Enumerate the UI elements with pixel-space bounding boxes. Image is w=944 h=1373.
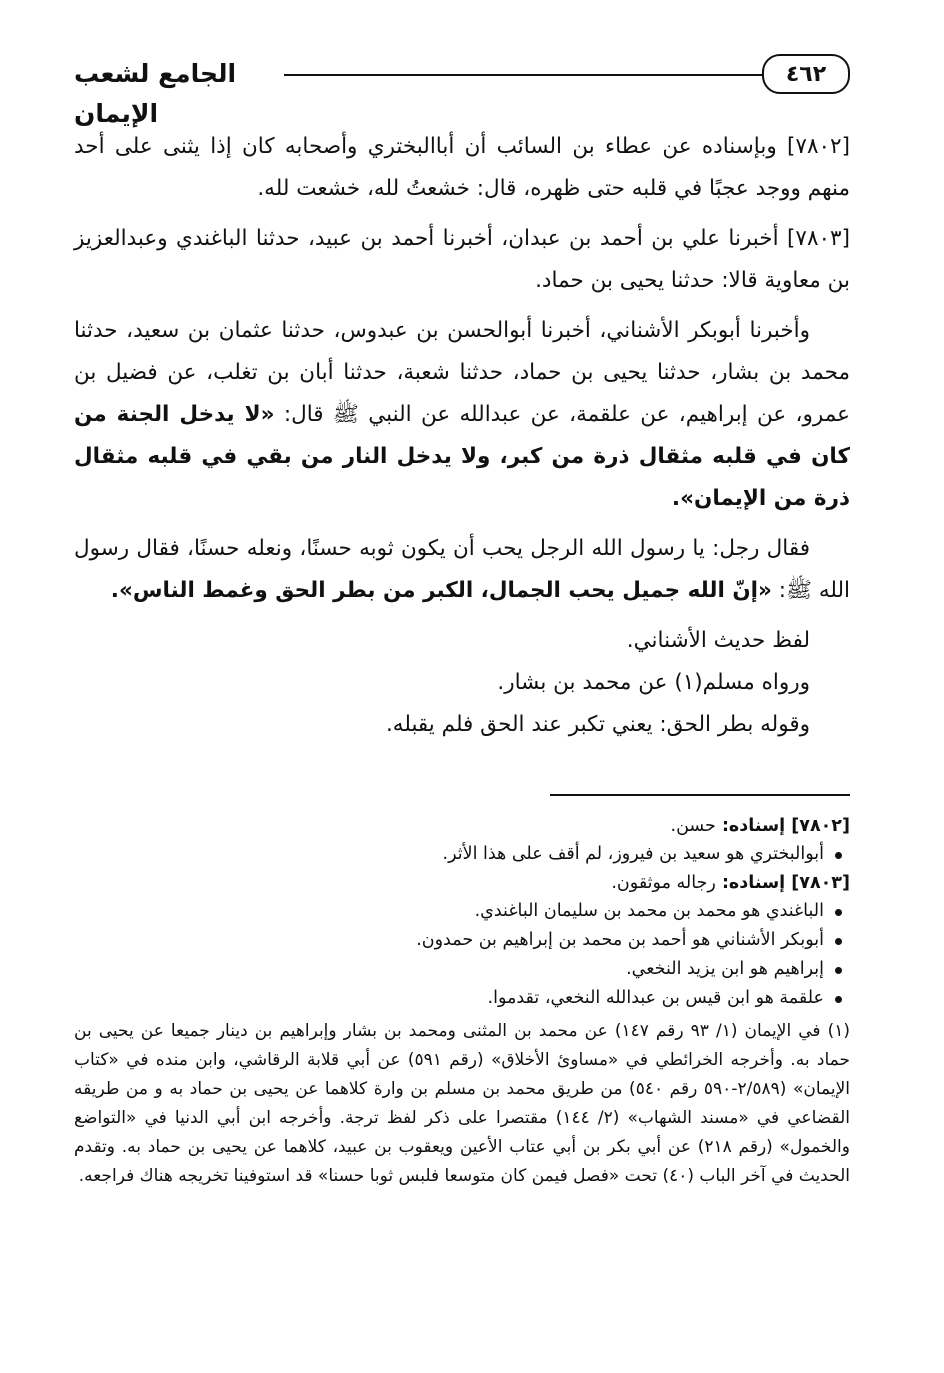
paragraph-chain — [74, 310, 850, 520]
paragraph-text: وأخبرنا أبوبكر الأشناني، أخبرنا أبوالحسن بن عبدوس، حدثنا عثمان بن سعيد، حدثنا محمد بن بشار، حدثنا يحيى بن حماد، حدثنا شعبة، حدثنا أبان بن تغلب، عن فضيل بن عمرو، عن إبراهيم، عن علقمة، عن عبدالله عن النبي ﷺ قال: — [74, 318, 850, 427]
paragraph-text: [٧٨٠٢] وبإسناده عن عطاء بن السائب أن أباالبختري وأصحابه كان إذا يثنى على أحد منهم ووجد عجبًا في قلبه حتى ظهره، قال: خشعتُ لله، خشعت لله. — [74, 134, 850, 201]
hadith-text: «لا يدخل الجنة من كان في قلبه مثقال ذرة من كبر، ولا يدخل النار من بقي في قلبه مثقال ذرة من الإيمان». — [74, 402, 850, 511]
list-item: إبراهيم هو ابن يزيد النخعي. — [74, 955, 824, 984]
note-7803-list — [74, 897, 850, 1013]
page-number: ٤٦٢ — [762, 54, 850, 94]
paragraph-text: لفظ حديث الأشناني. — [626, 628, 810, 653]
book-title: الجامع لشعب الإيمان — [74, 59, 237, 128]
note-7802-heading — [74, 812, 850, 840]
list-item: علقمة هو ابن قيس بن عبدالله النخعي، تقدموا. — [74, 984, 824, 1013]
paragraph-question — [74, 528, 850, 612]
paragraph-text: [٧٨٠٣] أخبرنا علي بن أحمد بن عبدان، أخبرنا أحمد بن عبيد، حدثنا الباغندي وعبدالعزيز بن معاوية قالا: حدثنا يحيى بن حماد. — [74, 226, 850, 293]
footnote-1: (١) في الإيمان (١/ ٩٣ رقم ١٤٧) عن محمد بن المثنى ومحمد بن بشار وإبراهيم بن دينار جميعا عن يحيى بن حماد به. وأخرجه الخرائطي في «مساوئ الأخلاق» (رقم ٥٩١) عن أبي قلابة الرقاشي، وابن منده في «كتاب الإيمان» (٢/٥٨٩-٥٩٠ رقم ٥٤٠) من طريق محمد بن مسلم بن وارة كلاهما عن يحيى بن حماد به و من طريقه القضاعي في «مسند الشهاب» (٢/ ١٤٤) مقتصرا على ذكر لفظ ترجة. وأخرجه ابن أبي الدنيا في «التواضع والخمول» (رقم ٢١٨) عن أبي بكر بن أبي عتاب الأعين ويعقوب بن عبيد، كلاهما عن يحيى بن حماد به. وتقدم الحديث في آخر الباب (٤٠) تحت «فصل فيمن كان متوسعا فلبس ثوبا حسنا» قد استوفينا تخريجه هناك فراجعه. — [74, 1021, 851, 1186]
note-label: [٧٨٠٢] إسناده: — [721, 816, 850, 836]
paragraph-7802 — [74, 126, 850, 210]
note-7803-heading — [74, 869, 850, 897]
note-label: [٧٨٠٣] إسناده: — [721, 873, 850, 893]
note-value: حسن. — [670, 816, 716, 836]
list-item: أبوبكر الأشناني هو أحمد بن محمد بن إبراهيم بن حمدون. — [74, 926, 824, 955]
hadith-text: «إنّ الله جميل يحب الجمال، الكبر من بطر الحق وغمط الناس». — [110, 578, 772, 603]
paragraph-wording — [74, 620, 850, 662]
paragraph-explanation — [74, 704, 850, 746]
paragraph-text: فقال رجل: يا رسول الله الرجل يحب أن يكون ثوبه حسنًا، ونعله حسنًا، فقال رسول الله ﷺ: — [74, 536, 850, 603]
paragraph-text: ورواه مسلم(١) عن محمد بن بشار. — [497, 670, 810, 695]
header-rule — [284, 74, 762, 76]
list-item: الباغندي هو محمد بن محمد بن سليمان الباغندي. — [74, 897, 824, 926]
notes-section — [74, 812, 850, 1191]
note-7802-list — [74, 840, 850, 869]
paragraph-7803 — [74, 218, 850, 302]
footnote-separator — [550, 794, 850, 796]
main-text — [74, 126, 850, 754]
paragraph-muslim — [74, 662, 850, 704]
list-item: أبوالبختري هو سعيد بن فيروز، لم أقف على هذا الأثر. — [74, 840, 824, 869]
note-value: رجاله موثقون. — [611, 873, 716, 893]
paragraph-text: وقوله بطر الحق: يعني تكبر عند الحق فلم يقبله. — [385, 712, 810, 737]
page-header — [74, 52, 850, 128]
